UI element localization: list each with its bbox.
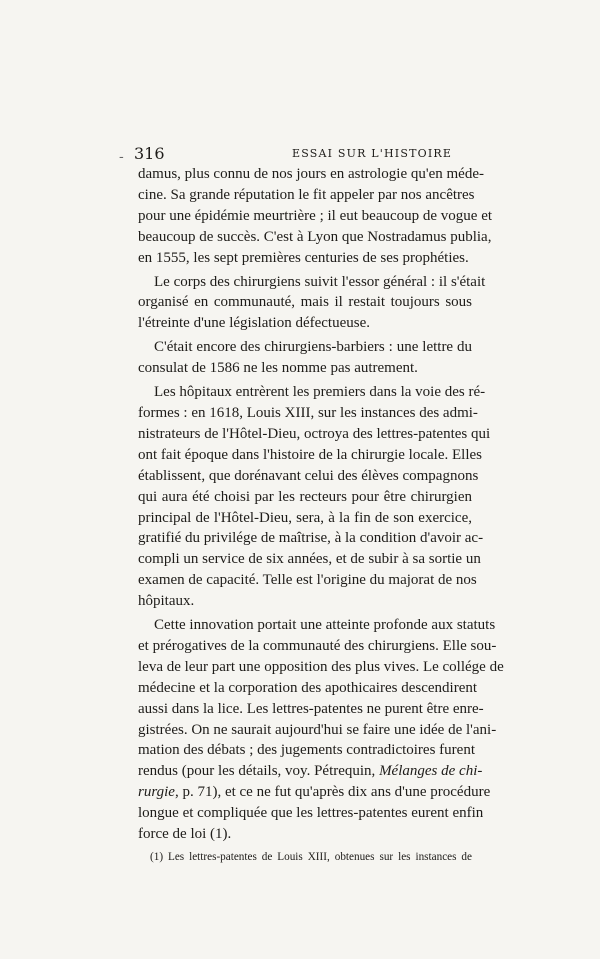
- text-line: consulat de 1586 ne les nomme pas autrement.: [138, 360, 418, 377]
- text-line: gratifié du privilége de maîtrise, à la condition d'avoir ac-: [138, 530, 484, 547]
- text-line: formes : en 1618, Louis XIII, sur les instances des admi-: [138, 404, 478, 421]
- text-line: établissent, que dorénavant celui des élèves compagnons: [138, 467, 479, 484]
- text-line: hôpitaux.: [138, 593, 195, 610]
- text-line-part: , p. 71), et ce ne fut qu'après dix ans d'une procédure: [174, 784, 491, 801]
- text-line-part: rendus (pour les détails, voy. Pétrequin,: [138, 763, 380, 780]
- text-line: longue et compliquée que les lettres-patentes eurent enfin: [138, 805, 484, 822]
- text-line: force de loi (1).: [138, 826, 232, 843]
- text-line: Les hôpitaux entrèrent les premiers dans la voie des ré-: [154, 384, 486, 401]
- text-line: Cette innovation portait une atteinte profonde aux statuts: [154, 617, 496, 634]
- text-line: cine. Sa grande réputation le fit appeler par nos ancêtres: [138, 186, 475, 203]
- footnote: (1) Les lettres-patentes de Louis XIII, obtenues sur les instances de: [150, 851, 472, 863]
- running-head: ESSAI SUR L'HISTOIRE: [292, 147, 453, 160]
- text-line: médecine et la corporation des apothicaires descendirent: [138, 679, 478, 696]
- text-line: l'étreinte d'une législation défectueuse.: [138, 315, 370, 332]
- text-line: ont fait époque dans l'histoire de la chirurgie locale. Elles: [138, 446, 482, 463]
- text-line: nistrateurs de l'Hôtel-Dieu, octroya des lettres-patentes qui: [138, 425, 491, 442]
- text-line: pour une épidémie meurtrière ; il eut beaucoup de vogue et: [138, 207, 493, 224]
- text-line: examen de capacité. Telle est l'origine du majorat de nos: [138, 572, 477, 589]
- italic-title: rurgie: [138, 784, 175, 801]
- text-line: qui aura été choisi par les recteurs pour être chirurgien: [138, 488, 472, 505]
- text-line: organisé en communauté, mais il restait toujours sous: [138, 294, 472, 311]
- text-line: damus, plus connu de nos jours en astrologie qu'en méde-: [138, 166, 484, 182]
- text-line: leva de leur part une opposition des plus vives. Le collége de: [138, 658, 504, 675]
- text-line: principal de l'Hôtel-Dieu, sera, à la fin de son exercice,: [138, 509, 472, 526]
- text-line: Le corps des chirurgiens suivit l'essor général : il s'était: [154, 273, 486, 290]
- text-line: compli un service de six années, et de subir à sa sortie un: [138, 551, 481, 568]
- italic-title: Mélanges de chi-: [379, 763, 483, 780]
- text-line: aussi dans la lice. Les lettres-patentes ne purent être enre-: [138, 700, 484, 717]
- text-line: et prérogatives de la communauté des chirurgiens. Elle sou-: [138, 637, 497, 654]
- text-line: [138, 782, 491, 803]
- text-line: [138, 761, 483, 782]
- text-line: gistrées. On ne saurait aujourd'hui se faire une idée de l'ani-: [138, 721, 497, 738]
- text-line: en 1555, les sept premières centuries de ses prophéties.: [138, 249, 469, 266]
- margin-dash: -: [119, 149, 124, 165]
- body-text: [138, 164, 504, 868]
- text-line: mation des débats ; des jugements contradictoires furent: [138, 742, 475, 759]
- page-number: 316: [134, 144, 165, 163]
- text-line: beaucoup de succès. C'est à Lyon que Nostradamus publia,: [138, 228, 492, 245]
- text-line: C'était encore des chirurgiens-barbiers : une lettre du: [154, 339, 472, 356]
